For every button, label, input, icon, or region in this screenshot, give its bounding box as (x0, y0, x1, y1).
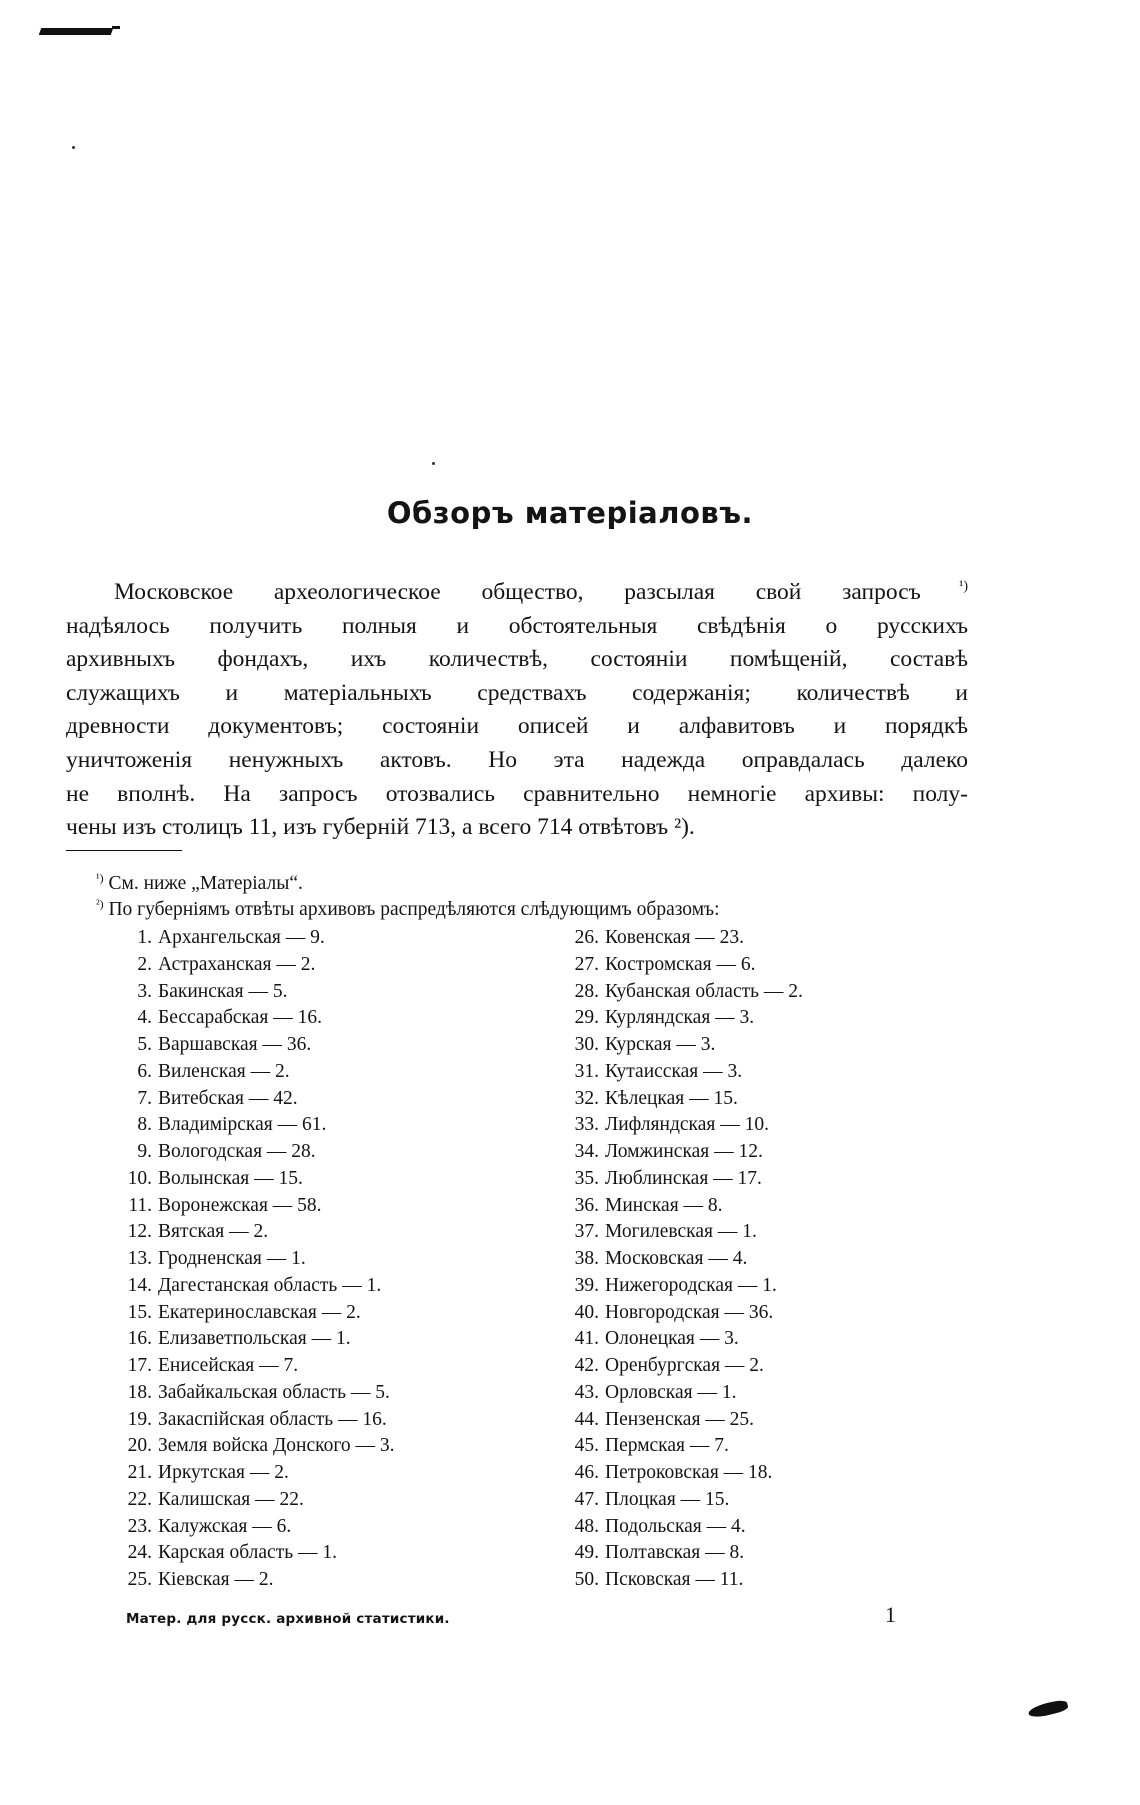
list-item-number: 18. (127, 1381, 152, 1403)
list-item-number: 26. (574, 927, 599, 948)
list-item-text: Кутаисская — 3. (605, 1060, 743, 1082)
list-item-text: Костромская — 6. (605, 953, 756, 975)
list-item (108, 1460, 538, 1487)
list-item (108, 1567, 538, 1594)
list-item-number: 11. (128, 1194, 152, 1216)
list-item-text: Курляндская — 3. (605, 1007, 755, 1029)
list-item (555, 1139, 975, 1166)
page-title: Обзоръ матеріаловъ. (386, 496, 754, 530)
list-item-number: 43. (574, 1381, 599, 1403)
scan-speck (432, 462, 435, 465)
list-item-number: 14. (127, 1274, 152, 1296)
list-item-number: 32. (574, 1087, 599, 1109)
list-item-number: 3. (137, 980, 152, 1002)
list-item-number: 49. (574, 1542, 599, 1564)
list-item-text: Волынская — 15. (158, 1167, 303, 1189)
list-item (108, 1353, 538, 1380)
list-item-text: Орловская — 1. (605, 1381, 737, 1403)
list-item-number: 46. (574, 1462, 599, 1483)
list-item-text: Елизаветпольская — 1. (158, 1328, 351, 1350)
list-item-text: Пензенская — 25. (605, 1408, 755, 1430)
list-item-number: 27. (574, 953, 599, 975)
list-item (108, 1059, 538, 1086)
list-item-number: 2. (137, 953, 152, 975)
list-item-number: 48. (574, 1515, 599, 1537)
list-item (555, 1460, 975, 1487)
list-item-number: 45. (574, 1435, 599, 1457)
list-item (108, 925, 538, 952)
list-item-number: 8. (137, 1114, 152, 1136)
list-item-number: 38. (574, 1248, 599, 1269)
list-item (555, 979, 975, 1006)
list-item (108, 1540, 538, 1567)
list-item-number: 42. (574, 1355, 599, 1376)
list-item (555, 1407, 975, 1434)
list-item-number: 30. (574, 1034, 599, 1055)
list-item-number: 15. (127, 1301, 152, 1323)
page-number: 1 (885, 1602, 896, 1627)
list-item (108, 1407, 538, 1434)
body-line: служащихъ и матеріальныхъ средствахъ содержанія; количествѣ и (66, 679, 968, 706)
list-item-number: 37. (574, 1221, 599, 1243)
body-line: уничтоженія ненужныхъ актовъ. Но эта надежда оправдалась далеко (66, 746, 968, 773)
list-item-number: 50. (574, 1569, 599, 1590)
list-item-number: 12. (127, 1221, 152, 1243)
list-item-text: Енисейская — 7. (158, 1355, 299, 1376)
list-item (555, 1193, 975, 1220)
list-item-text: Калужская — 6. (158, 1515, 292, 1537)
list-item-number: 1. (137, 927, 152, 948)
list-item-text: Земля войска Донского — 3. (158, 1435, 395, 1457)
body-line: надѣялось получить полныя и обстоятельныя свѣдѣнія о русскихъ (66, 612, 968, 639)
body-line: чены изъ столицъ 11, изъ губерній 713, а всего 714 отвѣтовъ ²). (66, 814, 695, 841)
list-item-text: Иркутская — 2. (158, 1462, 289, 1483)
list-item (108, 1487, 538, 1514)
list-item-number: 36. (574, 1194, 599, 1216)
list-item (108, 979, 538, 1006)
list-item-text: Оренбургская — 2. (605, 1355, 764, 1376)
list-item (108, 1032, 538, 1059)
list-item-text: Могилевская — 1. (605, 1221, 757, 1243)
list-item-text: Калишская — 22. (158, 1488, 304, 1510)
list-item (108, 1086, 538, 1113)
list-item-number: 21. (127, 1462, 152, 1483)
list-item (555, 1567, 975, 1594)
list-item-number: 23. (127, 1515, 152, 1537)
body-line: не вполнѣ. На запросъ отозвались сравнительно немногіе архивы: полу- (66, 780, 968, 807)
list-item-text: Полтавская — 8. (605, 1542, 745, 1564)
list-item-number: 41. (574, 1328, 599, 1350)
list-item (555, 1166, 975, 1193)
list-item (555, 1005, 975, 1032)
list-item (108, 1273, 538, 1300)
list-item (108, 1514, 538, 1541)
list-item-text: Новгородская — 36. (605, 1301, 774, 1323)
list-item-number: 6. (137, 1060, 152, 1082)
list-item (555, 1487, 975, 1514)
list-item-text: Кѣлецкая — 15. (605, 1087, 738, 1109)
list-item-text: Люблинская — 17. (605, 1167, 762, 1189)
body-line: архивныхъ фондахъ, ихъ количествѣ, состояніи помѣщеній, составѣ (66, 646, 968, 673)
governorate-list-right (555, 925, 975, 1594)
list-item-number: 25. (127, 1569, 152, 1590)
list-item (108, 1219, 538, 1246)
list-item-text: Бакинская — 5. (158, 980, 288, 1002)
footnote-ref: ²). (668, 814, 695, 841)
list-item-number: 40. (574, 1301, 599, 1323)
scan-ink-mark (1027, 1698, 1069, 1719)
list-item-number: 17. (127, 1355, 152, 1376)
list-item (555, 1112, 975, 1139)
list-item (555, 1540, 975, 1567)
body-line: древности документовъ; состояніи описей и алфавитовъ и порядкѣ (66, 713, 968, 740)
footnote-divider (66, 850, 182, 851)
list-item (108, 1139, 538, 1166)
list-item-number: 34. (574, 1141, 599, 1162)
list-item-text: Кубанская область — 2. (605, 980, 803, 1002)
footnote-2: $^{^2)}$ По губерніямъ отвѣты архивовъ распредѣляются слѣдующимъ образомъ: (96, 897, 720, 920)
list-item-text: Минская — 8. (605, 1194, 723, 1216)
list-item-number: 35. (574, 1167, 599, 1189)
list-item-text: Владимірская — 61. (158, 1114, 327, 1136)
list-item (108, 1166, 538, 1193)
list-item-text: Ломжинская — 12. (605, 1141, 763, 1162)
list-item-text: Гродненская — 1. (158, 1248, 306, 1269)
list-item-text: Кіевская — 2. (158, 1569, 274, 1590)
list-item (555, 1219, 975, 1246)
list-item (555, 1353, 975, 1380)
list-item-text: Подольская — 4. (605, 1515, 746, 1537)
list-item-text: Виленская — 2. (158, 1060, 290, 1082)
list-item-text: Варшавская — 36. (158, 1034, 312, 1055)
scan-ink-mark (112, 26, 120, 29)
footnote-ref: ¹) (920, 579, 969, 594)
list-item-number: 31. (574, 1060, 599, 1082)
list-item-number: 28. (574, 980, 599, 1002)
list-item-text: Псковская — 11. (605, 1569, 744, 1590)
list-item-text: Пермская — 7. (605, 1435, 729, 1457)
list-item-number: 29. (574, 1007, 599, 1029)
list-item (108, 1433, 538, 1460)
list-item-number: 10. (127, 1167, 152, 1189)
list-item-number: 13. (127, 1248, 152, 1269)
list-item-text: Плоцкая — 15. (605, 1488, 730, 1510)
list-item (108, 1380, 538, 1407)
list-item (108, 1112, 538, 1139)
list-item-text: Архангельская — 9. (158, 927, 325, 948)
list-item-text: Петроковская — 18. (605, 1462, 773, 1483)
scan-ink-mark (39, 28, 114, 35)
list-item (108, 1300, 538, 1327)
list-item-text: Астраханская — 2. (158, 953, 316, 975)
list-item (108, 1326, 538, 1353)
list-item-text: Вятская — 2. (158, 1221, 269, 1243)
list-item-number: 5. (137, 1034, 152, 1055)
footnote-mark: ¹) (96, 871, 104, 885)
list-item-text: Вологодская — 28. (158, 1141, 316, 1162)
governorate-list-left (108, 925, 538, 1594)
list-item-number: 19. (127, 1408, 152, 1430)
list-item (555, 952, 975, 979)
list-item-text: Московская — 4. (605, 1248, 748, 1269)
footnote-mark: ²) (96, 897, 104, 911)
list-item-text: Нижегородская — 1. (605, 1274, 777, 1296)
list-item-number: 4. (137, 1007, 152, 1029)
list-item (555, 1326, 975, 1353)
list-item (555, 1086, 975, 1113)
list-item-text: Лифляндская — 10. (605, 1114, 769, 1136)
list-item-number: 22. (127, 1488, 152, 1510)
list-item-text: Витебская — 42. (158, 1087, 298, 1109)
list-item (555, 1059, 975, 1086)
list-item-text: Екатеринославская — 2. (158, 1301, 361, 1323)
list-item (555, 1514, 975, 1541)
list-item (555, 1433, 975, 1460)
scan-speck (72, 146, 75, 149)
list-item-number: 20. (127, 1435, 152, 1457)
footnotes (96, 871, 966, 923)
list-item-text: Дагестанская область — 1. (158, 1274, 382, 1296)
list-item-number: 39. (574, 1274, 599, 1296)
list-item-number: 24. (127, 1542, 152, 1564)
list-item (555, 1032, 975, 1059)
list-item (555, 1380, 975, 1407)
list-item-number: 33. (574, 1114, 599, 1136)
footnote-1: $^{^1)}$ См. ниже „Матеріалы“. (96, 871, 303, 894)
list-item-text: Курская — 3. (605, 1034, 716, 1055)
list-item-text: Олонецкая — 3. (605, 1328, 739, 1350)
list-item-number: 7. (137, 1087, 152, 1109)
list-item (555, 1273, 975, 1300)
list-item (555, 1300, 975, 1327)
list-item-text: Ковенская — 23. (605, 927, 745, 948)
footer-signature: Матер. для русск. архивной статистики. (126, 1611, 450, 1627)
list-item (555, 1246, 975, 1273)
list-item (108, 1246, 538, 1273)
list-item-text: Забайкальская область — 5. (158, 1381, 390, 1403)
body-paragraph (66, 576, 968, 845)
list-item-text: Карская область — 1. (158, 1542, 338, 1564)
list-item-text: Воронежская — 58. (158, 1194, 322, 1216)
list-item-number: 16. (127, 1328, 152, 1350)
list-item-number: 47. (574, 1488, 599, 1510)
list-item (108, 1005, 538, 1032)
list-item-number: 44. (574, 1408, 599, 1430)
list-item-text: Бессарабская — 16. (158, 1007, 322, 1029)
list-item-number: 9. (137, 1141, 152, 1162)
list-item-text: Закаспійская область — 16. (158, 1408, 387, 1430)
list-item (108, 1193, 538, 1220)
list-item (555, 925, 975, 952)
body-line: Московское археологическое общество, разсылая свой запросъ $^{^1)}$ (114, 579, 969, 605)
list-item (108, 952, 538, 979)
